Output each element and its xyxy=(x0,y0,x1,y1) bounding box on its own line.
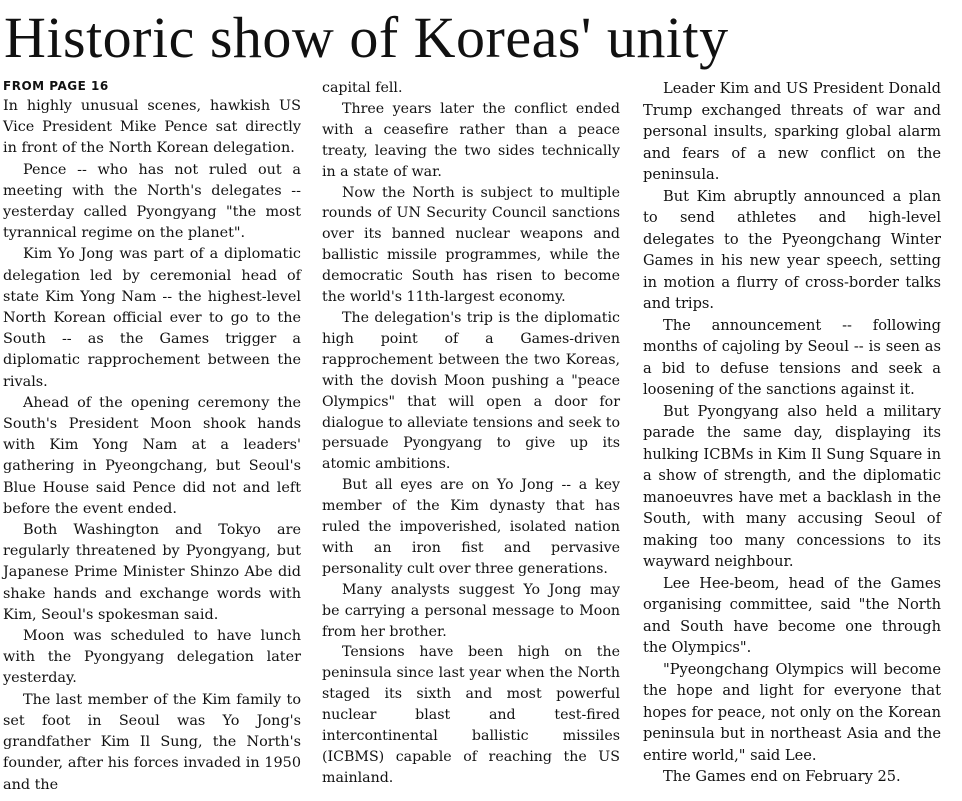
paragraph: capital fell. xyxy=(322,80,403,96)
paragraph: Both Washington and Tokyo are regularly threatened by Pyongyang, but Japanese Prime Minister Shinzo Abe did shake hands and exchange words with Kim, Seoul's spokesman said. xyxy=(3,522,301,623)
paragraph: The last member of the Kim family to set foot in Seoul was Yo Jong's grandfather Kim Il Sung, the North's founder, after his forces invaded in 1950 and the xyxy=(3,691,301,793)
paragraph: Tensions have been high on the peninsula since last year when the North staged its sixth and most powerful nuclear blast and test-fired intercontinental ballistic missiles (ICBMS) capable of reaching the US mainland. xyxy=(322,644,620,786)
paragraph: In highly unusual scenes, hawkish US Vice President Mike Pence sat directly in front of the North Korean delegation. xyxy=(3,98,301,157)
column-1 xyxy=(3,78,301,796)
continued-from-label: FROM PAGE 16 xyxy=(3,79,109,93)
paragraph: Now the North is subject to multiple rounds of UN Security Council sanctions over its banned nuclear weapons and ballistic missile programmes, while the democratic South has risen to become the world's 11th-largest economy. xyxy=(322,184,620,306)
paragraph: Kim Yo Jong was part of a diplomatic delegation led by ceremonial head of state Kim Yong Nam -- the highest-level North Korean official ever to go to the South -- as the Games trigger a diplomatic rapprochement between the rivals. xyxy=(3,246,301,390)
paragraph: Three years later the conflict ended with a ceasefire rather than a peace treaty, leaving the two sides technically in a state of war. xyxy=(322,100,620,180)
paragraph: "Pyeongchang Olympics will become the hope and light for everyone that hopes for peace, not only on the Korean peninsula but in northeast Asia and the entire world," said Lee. xyxy=(643,660,941,764)
paragraph: But all eyes are on Yo Jong -- a key member of the Kim dynasty that has ruled the impoverished, isolated nation with an iron fist and pervasive personality cult over three generations. xyxy=(322,477,620,577)
paragraph: Leader Kim and US President Donald Trump exchanged threats of war and personal insults, sparking global alarm and fears of a new conflict on the peninsula. xyxy=(643,80,941,183)
paragraph: Pence -- who has not ruled out a meeting with the North's delegates -- yesterday called Pyongyang "the most tyrannical regime on the planet". xyxy=(3,161,301,242)
column-3 xyxy=(643,78,941,788)
paragraph: The announcement -- following months of cajoling by Seoul -- is seen as a bid to defuse tensions and seek a loosening of the sanctions against it. xyxy=(643,316,941,398)
paragraph: The delegation's trip is the diplomatic high point of a Games-driven rapprochement between the two Koreas, with the dovish Moon pushing a "peace Olympics" that will open a door for dialogue to alleviate tensions and seek to persuade Pyongyang to give up its atomic ambitions. xyxy=(322,309,620,473)
column-2 xyxy=(322,78,620,789)
paragraph: But Pyongyang also held a military parade the same day, displaying its hulking ICBMs in Kim Il Sung Square in a show of strength, and the diplomatic manoeuvres have met a backlash in the South, with many accusing Seoul of making too many concessions to its wayward neighbour. xyxy=(643,402,941,570)
paragraph: Ahead of the opening ceremony the South's President Moon shook hands with Kim Yong Nam at a leaders' gathering in Pyeongchang, but Seoul's Blue House said Pence did not and left before the event ended. xyxy=(3,394,301,517)
headline: Historic show of Koreas' unity xyxy=(4,5,729,70)
paragraph: Many analysts suggest Yo Jong may be carrying a personal message to Moon from her brother. xyxy=(322,581,620,640)
paragraph: Lee Hee-beom, head of the Games organising committee, said "the North and South have become one through the Olympics". xyxy=(643,574,941,656)
paragraph: The Games end on February 25. xyxy=(663,768,901,785)
paragraph: But Kim abruptly announced a plan to send athletes and high-level delegates to the Pyeongchang Winter Games in his new year speech, setting in motion a flurry of cross-border talks and trips. xyxy=(643,187,941,312)
paragraph: Moon was scheduled to have lunch with the Pyongyang delegation later yesterday. xyxy=(3,628,301,687)
